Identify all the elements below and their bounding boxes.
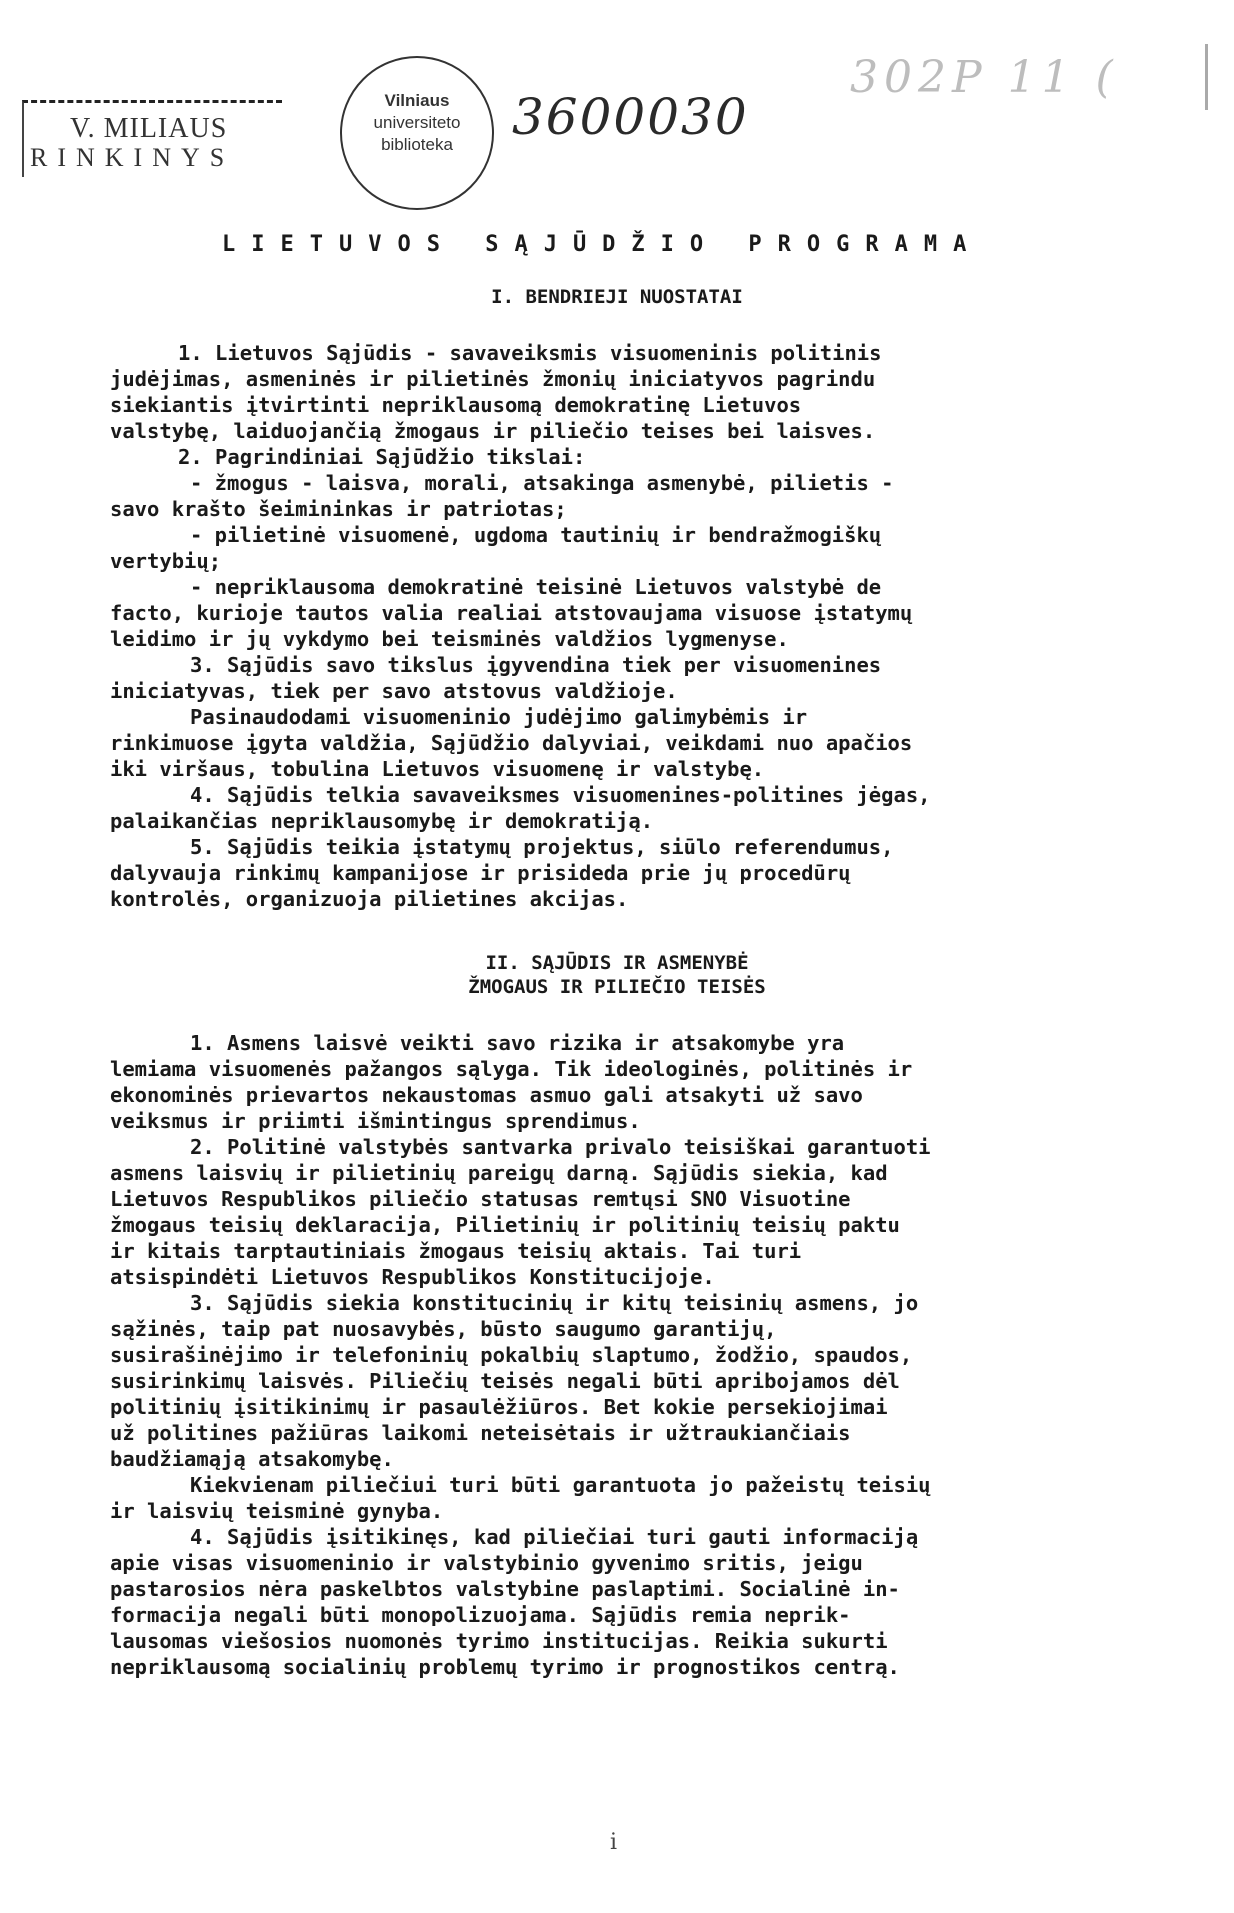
section-1-heading: I. BENDRIEJI NUOSTATAI [491, 286, 743, 308]
text-line: Pasinaudodami visuomeninio judėjimo galimybėmis ir [190, 705, 808, 729]
section-2-body [110, 1030, 1130, 1680]
page-mark: i [610, 1830, 618, 1855]
text-line: pastarosios nėra paskelbtos valstybine paslaptimi. Socialinė in- [110, 1577, 900, 1601]
text-line: baudžiamąją atsakomybę. [110, 1447, 394, 1471]
text-line: 3. Sąjūdis siekia konstitucinių ir kitų teisinių asmens, jo [190, 1291, 919, 1315]
text-line: 2. Politinė valstybės santvarka privalo teisiškai garantuoti [190, 1135, 931, 1159]
text-line: politinių įsitikinimų ir pasaulėžiūros. Bet kokie persekiojimai [110, 1395, 888, 1419]
text-line: formacija negali būti monopolizuojama. Sąjūdis remia neprik- [110, 1603, 851, 1627]
text-line: 1. Asmens laisvė veikti savo rizika ir atsakomybe yra [190, 1031, 845, 1055]
text-line: 4. Sąjūdis telkia savaveiksmes visuomenines-politines jėgas, [190, 783, 931, 807]
text-line: sąžinės, taip pat nuosavybės, būsto saugumo garantijų, [110, 1317, 777, 1341]
section-2-heading-line1: II. SĄJŪDIS IR ASMENYBĖ [485, 952, 749, 974]
text-line: siekiantis įtvirtinti nepriklausomą demokratinę Lietuvos [110, 393, 802, 417]
faint-bracket-mark [1205, 44, 1214, 110]
text-line: 2. Pagrindiniai Sąjūdžio tikslai: [178, 445, 586, 469]
text-line: už politines pažiūras laikomi neteisėtais ir užtraukiančiais [110, 1421, 851, 1445]
text-line: rinkimuose įgyta valdžia, Sąjūdžio dalyviai, veikdami nuo apačios [110, 731, 913, 755]
text-line: susirašinėjimo ir telefoninių pokalbių slaptumo, žodžio, spaudos, [110, 1343, 913, 1367]
text-line: 1. Lietuvos Sąjūdis - savaveiksmis visuomeninis politinis [178, 341, 882, 365]
text-line: savo krašto šeimininkas ir patriotas; [110, 497, 567, 521]
text-line: žmogaus teisių deklaracija, Pilietinių ir politinių teisių paktu [110, 1213, 900, 1237]
text-line: atsispindėti Lietuvos Respublikos Konstitucijoje. [110, 1265, 715, 1289]
text-line: leidimo ir jų vykdymo bei teisminės valdžios lygmenyse. [110, 627, 789, 651]
text-line: asmens laisvių ir pilietinių pareigų darną. Sąjūdis siekia, kad [110, 1161, 888, 1185]
handwritten-inventory-number: 3600030 [512, 88, 749, 146]
library-stamp-line2: universiteto [373, 113, 461, 132]
text-line: kontrolės, organizuoja pilietines akcijas. [110, 887, 629, 911]
faint-archive-number: 302Р 11 ( [850, 52, 1119, 103]
document-title: LIETUVOS SĄJŪDŽIO PROGRAMA [222, 232, 983, 257]
library-stamp-line3: biblioteka [381, 135, 453, 154]
text-line: nepriklausomą socialinių problemų tyrimo ir prognostikos centrą. [110, 1655, 900, 1679]
text-line: 4. Sąjūdis įsitikinęs, kad piliečiai turi gauti informaciją [190, 1525, 919, 1549]
collection-stamp-line1: V. MILIAUS [70, 113, 228, 144]
text-line: lemiama visuomenės pažangos sąlyga. Tik ideologinės, politinės ir [110, 1057, 913, 1081]
collection-stamp-line2: RINKINYS [30, 143, 235, 172]
library-stamp [340, 56, 494, 210]
section-1-body [110, 340, 1130, 912]
text-line: ir kitais tarptautiniais žmogaus teisių aktais. Tai turi [110, 1239, 802, 1263]
text-line: palaikančias nepriklausomybę ir demokratiją. [110, 809, 654, 833]
library-stamp-line1: Vilniaus [384, 91, 450, 110]
text-line: iniciatyvas, tiek per savo atstovus valdžioje. [110, 679, 678, 703]
text-line: judėjimas, asmeninės ir pilietinės žmonių iniciatyvos pagrindu [110, 367, 876, 391]
text-line: dalyvauja rinkimų kampanijose ir prisideda prie jų procedūrų [110, 861, 851, 885]
text-line: veiksmus ir priimti išmintingus sprendimus. [110, 1109, 641, 1133]
text-line: ekonominės prievartos nekaustomas asmuo gali atsakyti už savo [110, 1083, 863, 1107]
text-line: Lietuvos Respublikos piliečio statusas remtųsi SNO Visuotine [110, 1187, 851, 1211]
collection-stamp [22, 100, 282, 177]
text-line: susirinkimų laisvės. Piliečių teisės negali būti apribojamos dėl [110, 1369, 900, 1393]
text-line: vertybių; [110, 549, 222, 573]
text-line: apie visas visuomeninio ir valstybinio gyvenimo sritis, jeigu [110, 1551, 863, 1575]
text-line: facto, kurioje tautos valia realiai atstovaujama visuose įstatymų [110, 601, 913, 625]
text-line: ir laisvių teisminė gynyba. [110, 1499, 444, 1523]
text-line: - žmogus - laisva, morali, atsakinga asmenybė, pilietis - [190, 471, 894, 495]
text-line: lausomas viešosios nuomonės tyrimo institucijas. Reikia sukurti [110, 1629, 888, 1653]
text-line: Kiekvienam piliečiui turi būti garantuota jo pažeistų teisių [190, 1473, 931, 1497]
text-line: - nepriklausoma demokratinė teisinė Lietuvos valstybė de [190, 575, 882, 599]
text-line: valstybę, laiduojančią žmogaus ir piliečio teises bei laisves. [110, 419, 876, 443]
text-line: 3. Sąjūdis savo tikslus įgyvendina tiek per visuomenines [190, 653, 882, 677]
text-line: 5. Sąjūdis teikia įstatymų projektus, siūlo referendumus, [190, 835, 894, 859]
text-line: - pilietinė visuomenė, ugdoma tautinių ir bendražmogiškų [190, 523, 882, 547]
text-line: iki viršaus, tobulina Lietuvos visuomenę ir valstybę. [110, 757, 765, 781]
section-2-heading-line2: ŽMOGAUS IR PILIEČIO TEISĖS [468, 976, 766, 998]
